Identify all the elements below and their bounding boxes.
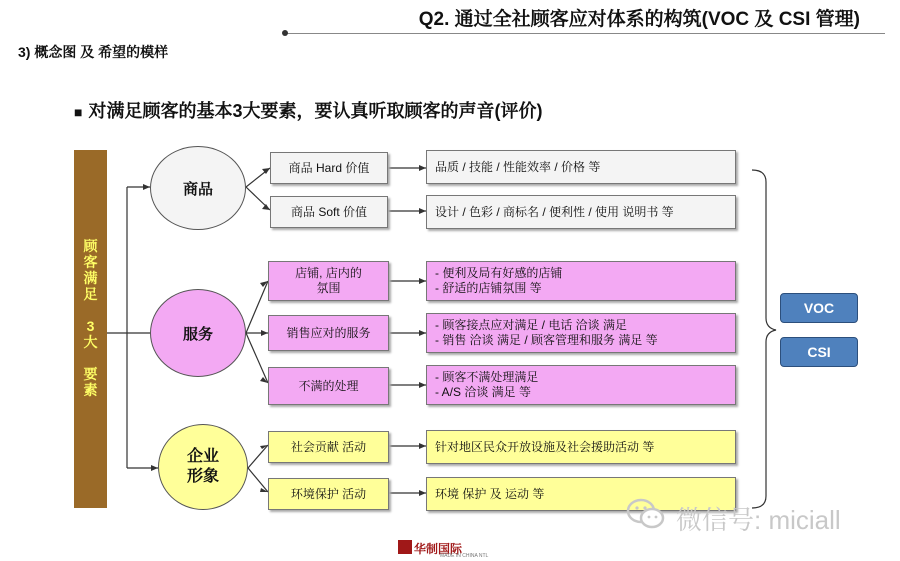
- logo-text: 华制国际: [414, 542, 463, 556]
- product-soft-label: [270, 196, 388, 228]
- image-env-label: [268, 478, 389, 510]
- service-complaint-detail: [426, 365, 736, 405]
- service-sales-detail-line: - 销售 洽谈 满足 / 顾客管理和服务 满足 等: [435, 333, 658, 347]
- service-store-label-line: 店铺, 店内的: [295, 266, 362, 280]
- bar-char: 大: [83, 334, 98, 350]
- image-social-detail-text: 针对地区民众开放设施及社会援助活动 等: [435, 439, 655, 454]
- image-circle: [158, 424, 248, 510]
- service-complaint-detail-line: - 顾客不满处理满足: [435, 370, 539, 384]
- service-store-detail-line: - 便利及局有好感的店铺: [435, 266, 563, 280]
- three-elements-bar: [74, 150, 107, 508]
- bar-gap: [74, 350, 107, 366]
- product-circle-label: 商品: [182, 180, 213, 198]
- product-circle: [150, 146, 246, 230]
- voc-button[interactable]: VOC: [780, 293, 858, 323]
- headline-text: 对满足顾客的基本3大要素，要认真听取顾客的声音(评价): [88, 101, 543, 121]
- section-subtitle: 3) 概念图 及 希望的模样: [18, 44, 169, 60]
- service-sales-detail: [426, 313, 736, 353]
- csi-button[interactable]: CSI: [780, 337, 858, 367]
- product-soft-detail: [426, 195, 736, 229]
- bullet-icon: ■: [74, 104, 83, 120]
- product-hard-label-text: 商品 Hard 价值: [288, 160, 370, 175]
- bar-char: 顾: [83, 238, 98, 254]
- product-hard-detail-text: 品质 / 技能 / 性能效率 / 价格 等: [435, 159, 601, 174]
- bar-char: 要: [83, 366, 98, 382]
- bar-char: 素: [83, 382, 98, 398]
- service-complaint-detail-line: - A/S 洽谈 满足 等: [435, 385, 532, 399]
- product-soft-detail-text: 设计 / 色彩 / 商标名 / 便利性 / 使用 说明书 等: [435, 204, 674, 219]
- bar-char: 足: [83, 286, 98, 302]
- watermark-text: 微信号: miciall: [676, 505, 841, 535]
- image-env-label-text: 环境保护 活动: [290, 486, 367, 501]
- service-sales-label-text: 销售应对的服务: [286, 325, 371, 340]
- service-store-label-line: 氛围: [316, 281, 341, 295]
- service-store-detail-line: - 舒适的店铺氛围 等: [435, 281, 542, 295]
- bar-gap: [74, 302, 107, 318]
- image-social-label-text: 社会贡献 活动: [290, 439, 367, 454]
- wechat-icon: [626, 498, 666, 535]
- logo-mark-icon: [398, 540, 412, 554]
- service-circle-label: 服务: [182, 325, 213, 343]
- image-social-detail: [426, 430, 736, 464]
- service-sales-detail-line: - 顾客接点应对满足 / 电话 洽谈 满足: [435, 318, 628, 332]
- service-sales-label: [268, 315, 389, 351]
- image-social-label: [268, 431, 389, 463]
- bar-char: 客: [83, 254, 98, 270]
- product-soft-label-text: 商品 Soft 价值: [290, 204, 367, 219]
- service-circle: [150, 289, 246, 377]
- service-store-detail: [426, 261, 736, 301]
- product-hard-detail: [426, 150, 736, 184]
- bar-char: 3: [86, 318, 95, 334]
- service-complaint-label: [268, 367, 389, 405]
- image-circle-label: 企业形象: [186, 448, 219, 485]
- image-env-detail-text: 环境 保护 及 运动 等: [435, 486, 545, 501]
- product-hard-label: [270, 152, 388, 184]
- logo-subtext: MADE IN CHINA NTL: [440, 553, 489, 559]
- service-complaint-label-text: 不满的处理: [298, 378, 359, 393]
- bar-char: 满: [83, 270, 98, 286]
- service-store-label: [268, 261, 389, 301]
- page-title: Q2. 通过全社顾客应对体系的构筑(VOC 及 CSI 管理): [418, 9, 860, 30]
